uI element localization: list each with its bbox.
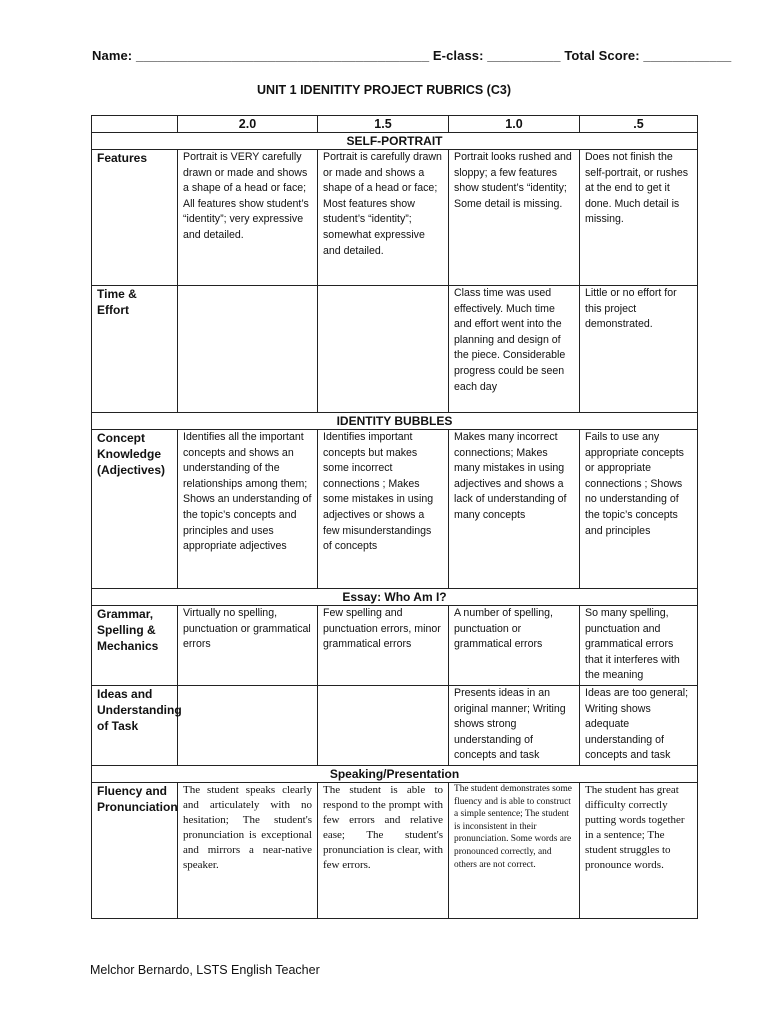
page-title: UNIT 1 IDENITITY PROJECT RUBRICS (C3) <box>257 83 511 97</box>
descriptor-cell: Portrait looks rushed and sloppy; a few features show student’s “identity; Some detail is missing. <box>449 150 580 286</box>
descriptor-cell: The student speaks clearly and articulately with no hesitation; The student's pronunciation is exceptional and mirrors a near-native speaker. <box>178 783 318 919</box>
descriptor-cell: Identifies important concepts but makes some incorrect connections ; Makes some mistakes in using adjectives or shows a few misunderstandings of concepts <box>318 430 449 589</box>
header-fields <box>92 48 731 63</box>
descriptor-cell <box>178 686 318 766</box>
criterion-label: Features <box>92 150 178 286</box>
score-1-0: 1.0 <box>449 116 580 133</box>
score-0-5: .5 <box>580 116 698 133</box>
criterion-row-features <box>92 150 698 286</box>
section-row <box>92 413 698 430</box>
descriptor-cell <box>318 286 449 413</box>
total-score-label: Total Score: <box>564 48 640 63</box>
descriptor-cell: Identifies all the important concepts and shows an understanding of the relationships among them; Shows an understanding of the topic’s concepts and principles and uses appropriate adjectives <box>178 430 318 589</box>
descriptor-cell: Portrait is VERY carefully drawn or made and shows a shape of a head or face; All features show student’s “identity”; very expressive and detailed. <box>178 150 318 286</box>
descriptor-cell: The student has great difficulty correctly putting words together in a sentence; The student struggles to pronounce words. <box>580 783 698 919</box>
criterion-label: Fluency and Pronunciation <box>92 783 178 919</box>
criterion-row-time-effort <box>92 286 698 413</box>
section-heading-essay: Essay: Who Am I? <box>92 589 698 606</box>
descriptor-cell: Does not finish the self-portrait, or rushes at the end to get it done. Much detail is missing. <box>580 150 698 286</box>
descriptor-cell: A number of spelling, punctuation or grammatical errors <box>449 606 580 686</box>
rubric-table <box>91 115 698 919</box>
total-score-line: ____________ <box>643 48 732 63</box>
descriptor-cell <box>318 686 449 766</box>
descriptor-cell: Portrait is carefully drawn or made and shows a shape of a head or face; Most features show student’s “identity”; somewhat expressive and detailed. <box>318 150 449 286</box>
criterion-label: Time & Effort <box>92 286 178 413</box>
header-blank-cell <box>92 116 178 133</box>
descriptor-cell <box>178 286 318 413</box>
criterion-row-fluency <box>92 783 698 919</box>
criterion-row-concept-knowledge <box>92 430 698 589</box>
descriptor-cell: Virtually no spelling, punctuation or grammatical errors <box>178 606 318 686</box>
criterion-label: Grammar, Spelling & Mechanics <box>92 606 178 686</box>
name-line: ________________________________________ <box>135 48 430 63</box>
section-heading-identity-bubbles: IDENTITY BUBBLES <box>92 413 698 430</box>
section-row <box>92 766 698 783</box>
descriptor-cell: Little or no effort for this project demonstrated. <box>580 286 698 413</box>
descriptor-cell: So many spelling, punctuation and grammatical errors that it interferes with the meaning <box>580 606 698 686</box>
section-row <box>92 589 698 606</box>
footer-author: Melchor Bernardo, LSTS English Teacher <box>90 963 320 977</box>
descriptor-cell: Fails to use any appropriate concepts or appropriate connections ; Shows no understanding of the topic’s concepts and principles <box>580 430 698 589</box>
descriptor-cell: Class time was used effectively. Much time and effort went into the planning and design of the piece. Considerable progress could be seen each day <box>449 286 580 413</box>
score-1-5: 1.5 <box>318 116 449 133</box>
descriptor-cell: Ideas are too general; Writing shows adequate understanding of concepts and task <box>580 686 698 766</box>
section-row <box>92 133 698 150</box>
criterion-label: Concept Knowledge (Adjectives) <box>92 430 178 589</box>
score-2-0: 2.0 <box>178 116 318 133</box>
score-header-row <box>92 116 698 133</box>
descriptor-cell: The student demonstrates some fluency and is able to construct a simple sentence; The student is inconsistent in their pronunciation. Some words are pronounced correctly, and others are not correct. <box>449 783 580 919</box>
descriptor-cell: Few spelling and punctuation errors, minor grammatical errors <box>318 606 449 686</box>
eclass-line: __________ <box>487 48 561 63</box>
name-label: Name: <box>92 48 133 63</box>
criterion-row-ideas <box>92 686 698 766</box>
criterion-row-grammar <box>92 606 698 686</box>
section-heading-speaking: Speaking/Presentation <box>92 766 698 783</box>
section-heading-self-portrait: SELF-PORTRAIT <box>92 133 698 150</box>
descriptor-cell: The student is able to respond to the prompt with few errors and relative ease; The student's pronunciation is clear, with few errors. <box>318 783 449 919</box>
criterion-label: Ideas and Understanding of Task <box>92 686 178 766</box>
descriptor-cell: Makes many incorrect connections; Makes many mistakes in using adjectives and shows a lack of understanding of many concepts <box>449 430 580 589</box>
descriptor-cell: Presents ideas in an original manner; Writing shows strong understanding of concepts and task <box>449 686 580 766</box>
eclass-label: E-class: <box>432 48 484 63</box>
